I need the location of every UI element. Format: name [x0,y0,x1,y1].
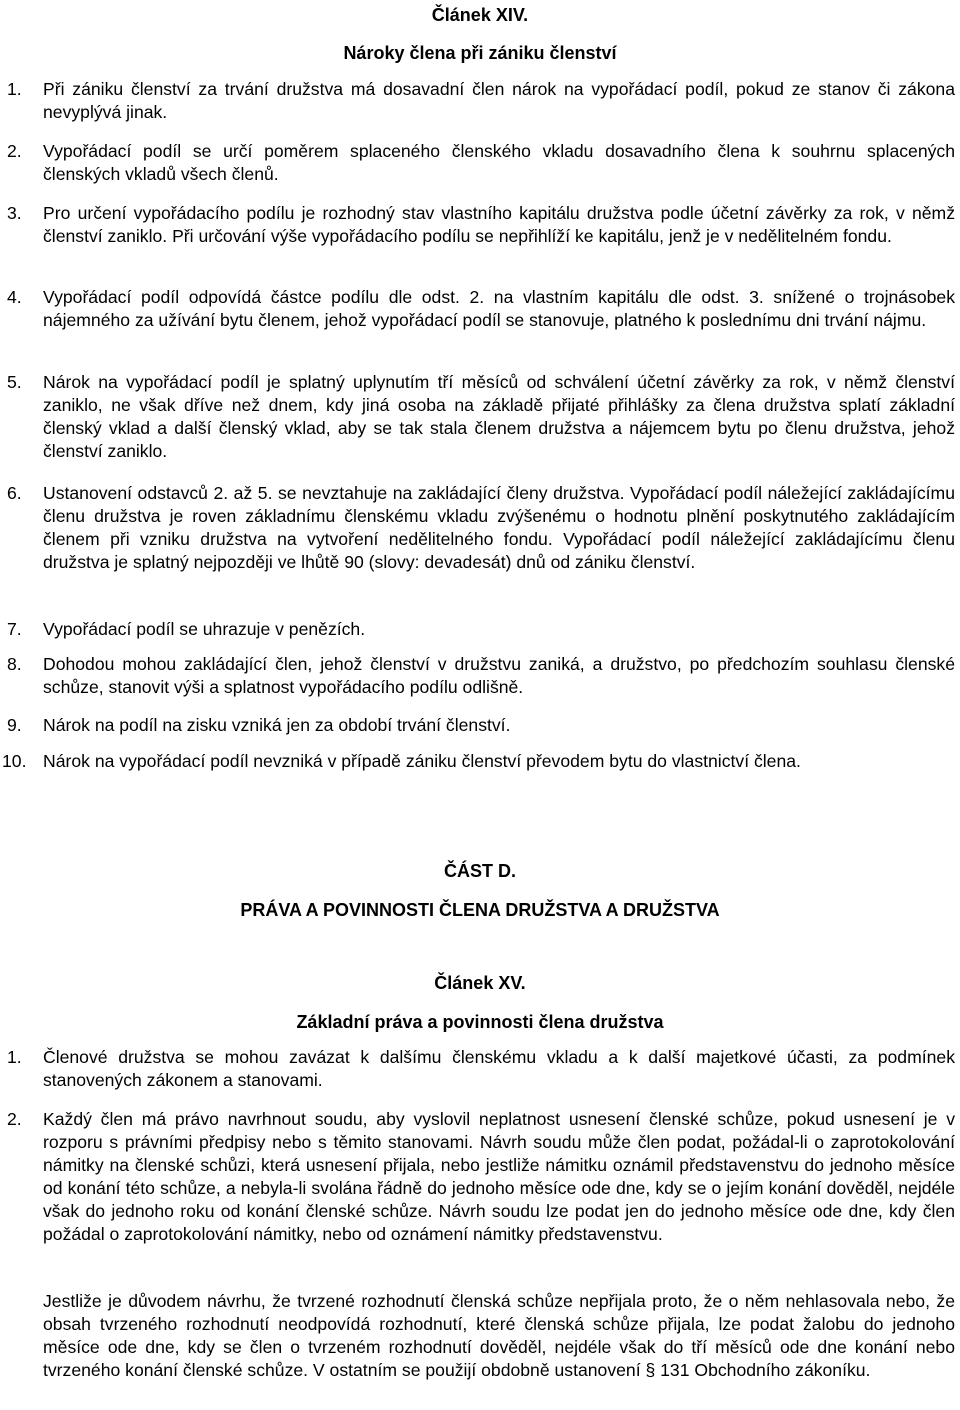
item-text: Při zániku členství za trvání družstva má dosavadní člen nárok na vypořádací podíl, pokud ze stanov či zákona nevyplývá jinak. [43,79,955,122]
item-number: 5. [7,372,22,392]
article-14-item-4 [0,286,955,332]
item-text: Vypořádací podíl odpovídá částce podílu dle odst. 2. na vlastním kapitálu dle odst. 3. snížené o trojnásobek nájemného za užívání bytu členem, jehož vypořádací podíl se stanovuje, platného k poslednímu dni trvání nájmu. [43,287,955,330]
part-d-title: PRÁVA A POVINNOSTI ČLENA DRUŽSTVA A DRUŽSTVA [240,900,720,920]
item-number: 8. [7,654,22,674]
item-text: Nárok na vypořádací podíl je splatný uplynutím tří měsíců od schválení účetní závěrky za rok, v němž členství zaniklo, ne však dříve než dnem, kdy jiná osoba na základě přijaté přihlášky za člena družstva splatí základní členský vklad a další členský vklad, aby se tak stala členem družstva a nájemcem bytu po členu družstva, jehož členství zaniklo. [43,372,955,461]
item-number: 7. [7,619,22,639]
item-text: Dohodou mohou zakládající člen, jehož členství v družstvu zaniká, a družstvo, po předchozím souhlasu členské schůze, stanovit výši a splatnost vypořádacího podílu odlišně. [43,654,955,697]
article-14-item-5 [0,371,955,463]
item-text: Každý člen má právo navrhnout soudu, aby vyslovil neplatnost usnesení členské schůze, pokud usnesení je v rozporu s právními předpisy nebo s těmito stanovami. Návrh soudu může člen podat, požádal-li o zaprotokolování námitky na členské schůzi, která usnesení přijala, nebo jestliže námitku oznámil představenstvu do jednoho měsíce od konání této schůze, a nebyla-li svolána řádně do jednoho měsíce ode dne, kdy se o jejím konání dověděl, nejdéle však do jednoho roku od konání členské schůze. Návrh soudu lze podat jen do jednoho měsíce ode dne, kdy člen požádal o zaprotokolování námitky, nebo od oznámení námitky představenstvu. [43,1109,955,1244]
item-number: 2. [7,141,22,161]
article-14-item-8 [0,653,955,699]
item-number: 1. [7,79,22,99]
item-text: Vypořádací podíl se uhrazuje v penězích. [43,619,366,639]
item-number: 10. [2,751,27,771]
item-number: 4. [7,287,22,307]
item-text: Členové družstva se mohou zavázat k dalšímu členskému vkladu a k další majetkové účasti, za podmínek stanovených zákonem a stanovami. [43,1047,955,1090]
article-15-title: Základní práva a povinnosti člena družstva [296,1012,664,1032]
article-15-item-2-continuation: Jestliže je důvodem návrhu, že tvrzené rozhodnutí členská schůze nepřijala proto, že o něm nehlasovala nebo, že obsah tvrzeného rozhodnutí neodpovídá rozhodnutí, které členská schůze přijala, lze podat žalobu do jednoho měsíce ode dne, kdy se člen o tvrzeném rozhodnutí dověděl, nejdéle však do tří měsíců ode dne konání nebo tvrzeného konání členské schůze. V ostatním se použijí obdobně ustanovení § 131 Obchodního zákoníku. [43,1291,955,1380]
article-14-item-3 [0,202,955,248]
article-14-item-1 [0,78,955,124]
article-14-heading: Článek XIV. [431,5,529,25]
item-number: 9. [7,715,22,735]
item-text: Ustanovení odstavců 2. až 5. se nevztahuje na zakládající členy družstva. Vypořádací podíl náležející zakládajícímu členu družstva je roven základnímu členskému vkladu zvýšenému o hodnotu plnění poskytnutého zakládajícím členem při vzniku družstva na vytvoření nedělitelného fondu. Vypořádací podíl náležející zakládajícímu členu družstva je splatný nejpozději ve lhůtě 90 (slovy: devadesát) dnů od zániku členství. [43,483,955,572]
item-text: Nárok na vypořádací podíl nevzniká v případě zániku členství převodem bytu do vlastnictví člena. [43,751,801,771]
article-15-heading: Článek XV. [434,973,526,993]
article-15-item-1 [0,1046,955,1092]
article-14-item-9 [0,714,955,737]
article-14-item-6 [0,482,955,574]
item-number: 6. [7,483,22,503]
article-14-item-10 [0,750,955,773]
item-text: Vypořádací podíl se určí poměrem splaceného členského vkladu dosavadního člena k souhrnu splacených členských vkladů všech členů. [43,141,955,184]
article-15-item-2 [0,1108,955,1246]
article-14-title: Nároky člena při zániku členství [343,43,617,63]
item-text: Nárok na podíl na zisku vzniká jen za období trvání členství. [43,715,511,735]
item-number: 2. [7,1109,22,1129]
item-text: Pro určení vypořádacího podílu je rozhodný stav vlastního kapitálu družstva podle účetní závěrky za rok, v němž členství zaniklo. Při určování výše vypořádacího podílu se nepřihlíží ke kapitálu, jenž je v nedělitelném fondu. [43,203,955,246]
article-14-item-2 [0,140,955,186]
item-number: 1. [7,1047,22,1067]
part-d-heading: ČÁST D. [444,861,516,881]
article-14-item-7 [0,618,955,641]
item-number: 3. [7,203,22,223]
